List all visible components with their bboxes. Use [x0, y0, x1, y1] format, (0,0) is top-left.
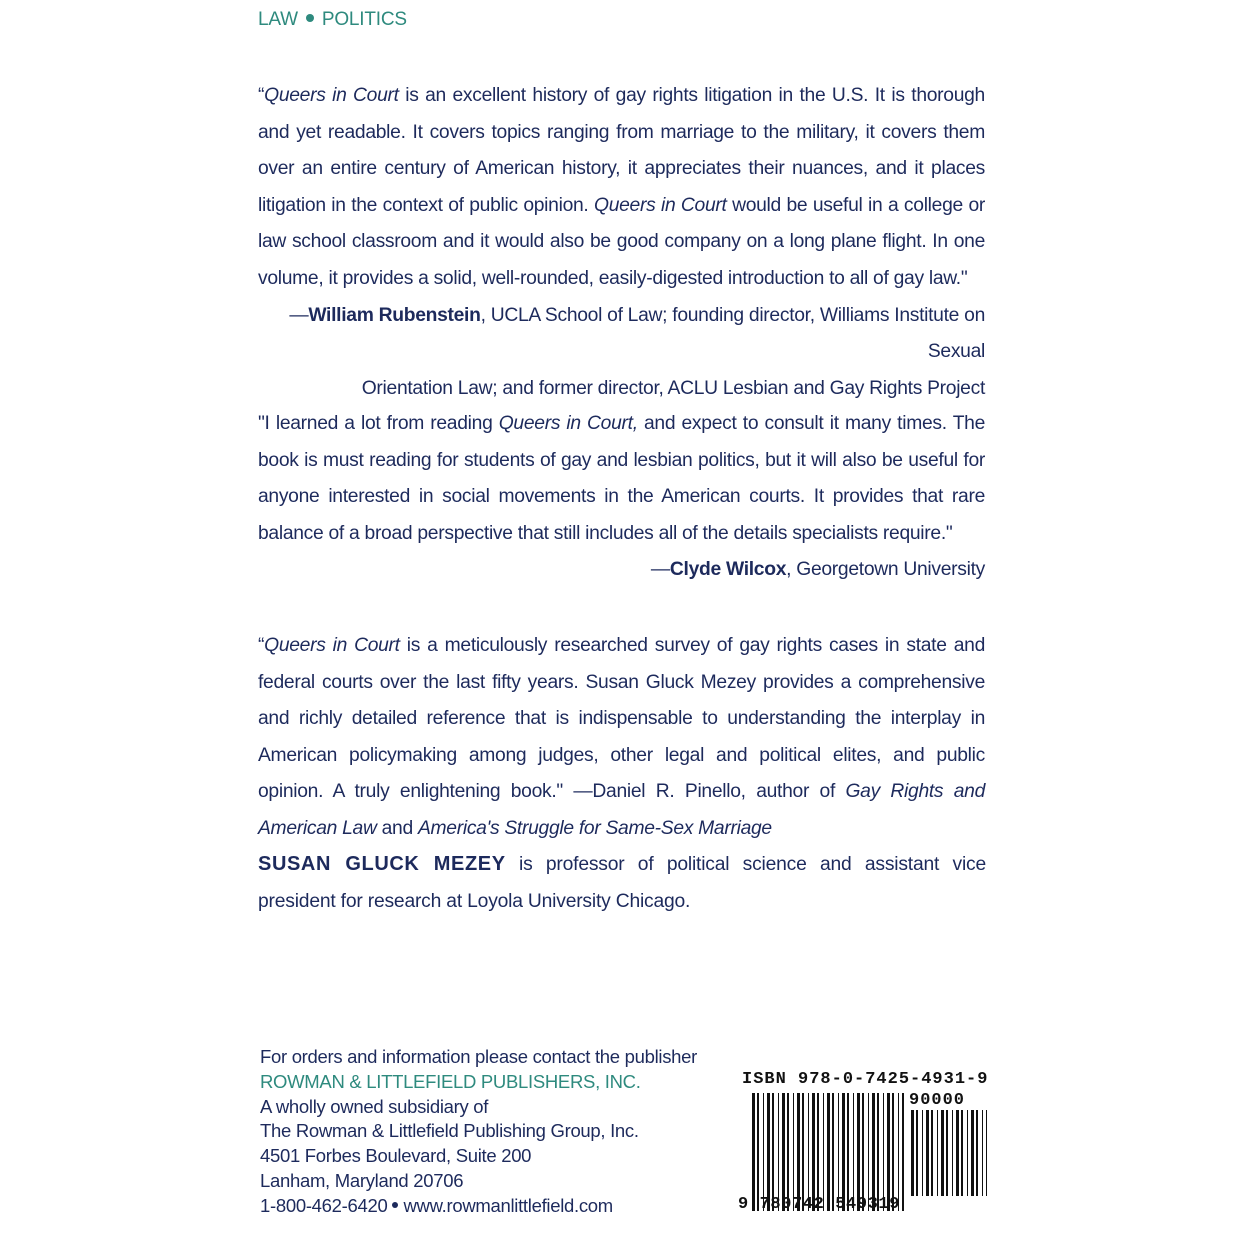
barcode-bar	[887, 1093, 890, 1211]
barcode-bar	[763, 1093, 764, 1211]
barcode-bar	[898, 1093, 899, 1211]
author-bio: SUSAN GLUCK MEZEY is professor of political science and assistant vice president for research at Loyola University Chicago.	[258, 853, 986, 912]
barcode-bar	[967, 1110, 968, 1196]
barcode-bar	[752, 1093, 755, 1211]
category-law: LAW	[258, 9, 298, 30]
barcode-bar	[823, 1093, 824, 1211]
quote-2-attribution: —Clyde Wilcox, Georgetown University	[650, 559, 985, 581]
quote-1-attribution: —William Rubenstein, UCLA School of Law; founding director, Williams Institute on Sexual Orientation Law; and former director, ACLU Lesbian and Gay Rights Project	[289, 304, 985, 399]
book-title: Queers in Court,	[498, 413, 638, 434]
barcode-bar	[778, 1093, 779, 1211]
barcode-bar	[922, 1110, 923, 1196]
barcode-bar	[782, 1093, 785, 1211]
barcode-bar	[862, 1093, 864, 1211]
barcode-bar	[931, 1110, 933, 1196]
category-line	[258, 9, 407, 31]
quote-3-body: “Queers in Court is a meticulously researched survey of gay rights cases in state and federal courts over the last fifty years. Susan Gluck Mezey provides a comprehensive and richly detailed reference that is indispensable to understanding the interplay in American policymaking among judges, other legal and political elites, and public opinion. A truly enlightening book." —Daniel R. Pinello, author of Gay Rights and American Law and America's Struggle for Same-Sex Marriage	[258, 635, 985, 839]
bullet-icon	[392, 1202, 398, 1208]
review-quote-3	[258, 628, 985, 848]
barcode-bar	[802, 1093, 804, 1211]
book-title: Queers in Court	[594, 194, 727, 216]
barcode-bar	[853, 1093, 854, 1211]
related-book-title: America's Struggle for Same-Sex Marriage	[417, 817, 772, 839]
barcode-bar	[772, 1093, 774, 1211]
barcode-bar	[812, 1093, 815, 1211]
barcode-bar	[817, 1093, 819, 1211]
barcode-bar	[808, 1093, 809, 1211]
review-quote-2	[258, 406, 985, 589]
barcode-bar	[872, 1093, 875, 1211]
publisher-contact-line	[260, 1194, 697, 1219]
barcode-bar	[892, 1093, 894, 1211]
barcode-bar	[793, 1093, 794, 1211]
barcode-bar	[757, 1093, 759, 1211]
publisher-website: www.rowmanlittlefield.com	[403, 1194, 613, 1216]
barcode-bar	[961, 1110, 963, 1196]
barcode-bar	[883, 1093, 884, 1211]
publisher-address: Lanham, Maryland 20706	[260, 1169, 464, 1191]
author-name: SUSAN GLUCK MEZEY	[258, 853, 506, 875]
quote-1-body: “Queers in Court is an excellent history of gay rights litigation in the U.S. It is thorough and yet readable. It covers topics ranging from marriage to the military, it covers them over an entire century of American history, it appreciates their nuances, and it places litigation in the context of public opinion. Queers in Court would be useful in a college or law school classroom and it would also be good company on a long plane flight. In one volume, it provides a solid, well-rounded, easily-digested introduction to all of gay law."	[258, 85, 986, 289]
barcode-bar	[982, 1110, 983, 1196]
category-politics: POLITICS	[321, 9, 407, 30]
barcode-bar	[832, 1093, 834, 1211]
review-quote-1	[258, 78, 985, 407]
barcode-digits: 9 780742 549319	[738, 1195, 901, 1214]
quote-2-body: "I learned a lot from reading Queers in Court, and expect to consult it many times. The book is must reading for students of gay and lesbian politics, but it will also be useful for anyone interested in social movements in the American courts. It provides that rare balance of a broad perspective that still includes all of the details specialists require."	[258, 413, 986, 544]
barcode-bar	[986, 1110, 987, 1196]
barcode-bar	[976, 1110, 978, 1196]
reviewer-name: Clyde Wilcox	[669, 559, 787, 581]
barcode-bar	[952, 1110, 953, 1196]
barcode-bar	[797, 1093, 800, 1211]
barcode-bar	[842, 1093, 845, 1211]
barcode-bar	[767, 1093, 770, 1211]
publisher-name: ROWMAN & LITTLEFIELD PUBLISHERS, INC.	[260, 1070, 641, 1092]
barcode-bar	[857, 1093, 860, 1211]
barcode-bar	[937, 1110, 938, 1196]
publisher-contact: For orders and information please contact the publisher	[260, 1046, 698, 1067]
bullet-icon	[306, 14, 314, 22]
barcode-bar	[868, 1093, 869, 1211]
barcode-bar	[827, 1093, 830, 1211]
barcode-bar	[787, 1093, 789, 1211]
isbn-barcode	[752, 1093, 904, 1211]
barcode-bar	[902, 1093, 904, 1211]
barcode-bar	[971, 1110, 974, 1196]
isbn-label: ISBN 978-0-7425-4931-9	[742, 1070, 989, 1089]
publisher-phone: 1-800-462-6420	[260, 1194, 388, 1216]
barcode-bar	[946, 1110, 948, 1196]
barcode-bar	[916, 1110, 918, 1196]
barcode-bar	[926, 1110, 929, 1196]
barcode-bar	[877, 1093, 879, 1211]
barcode-bar	[911, 1110, 914, 1196]
addon-barcode	[911, 1110, 987, 1196]
barcode-bar	[941, 1110, 944, 1196]
book-title: Queers in Court	[264, 85, 399, 106]
publisher-address: 4501 Forbes Boulevard, Suite 200	[260, 1145, 532, 1167]
reviewer-name: William Rubenstein	[308, 304, 481, 326]
book-title: Queers in Court	[264, 635, 400, 656]
publisher-info	[260, 1045, 697, 1219]
price-addon-label: 90000	[909, 1091, 966, 1110]
barcode-bar	[847, 1093, 849, 1211]
barcode-bar	[838, 1093, 839, 1211]
publisher-line: A wholly owned subsidiary of	[260, 1095, 489, 1117]
barcode-bar	[956, 1110, 959, 1196]
publisher-line: The Rowman & Littlefield Publishing Group, Inc.	[260, 1120, 639, 1142]
related-book-title: Gay Rights and American Law	[258, 781, 985, 839]
